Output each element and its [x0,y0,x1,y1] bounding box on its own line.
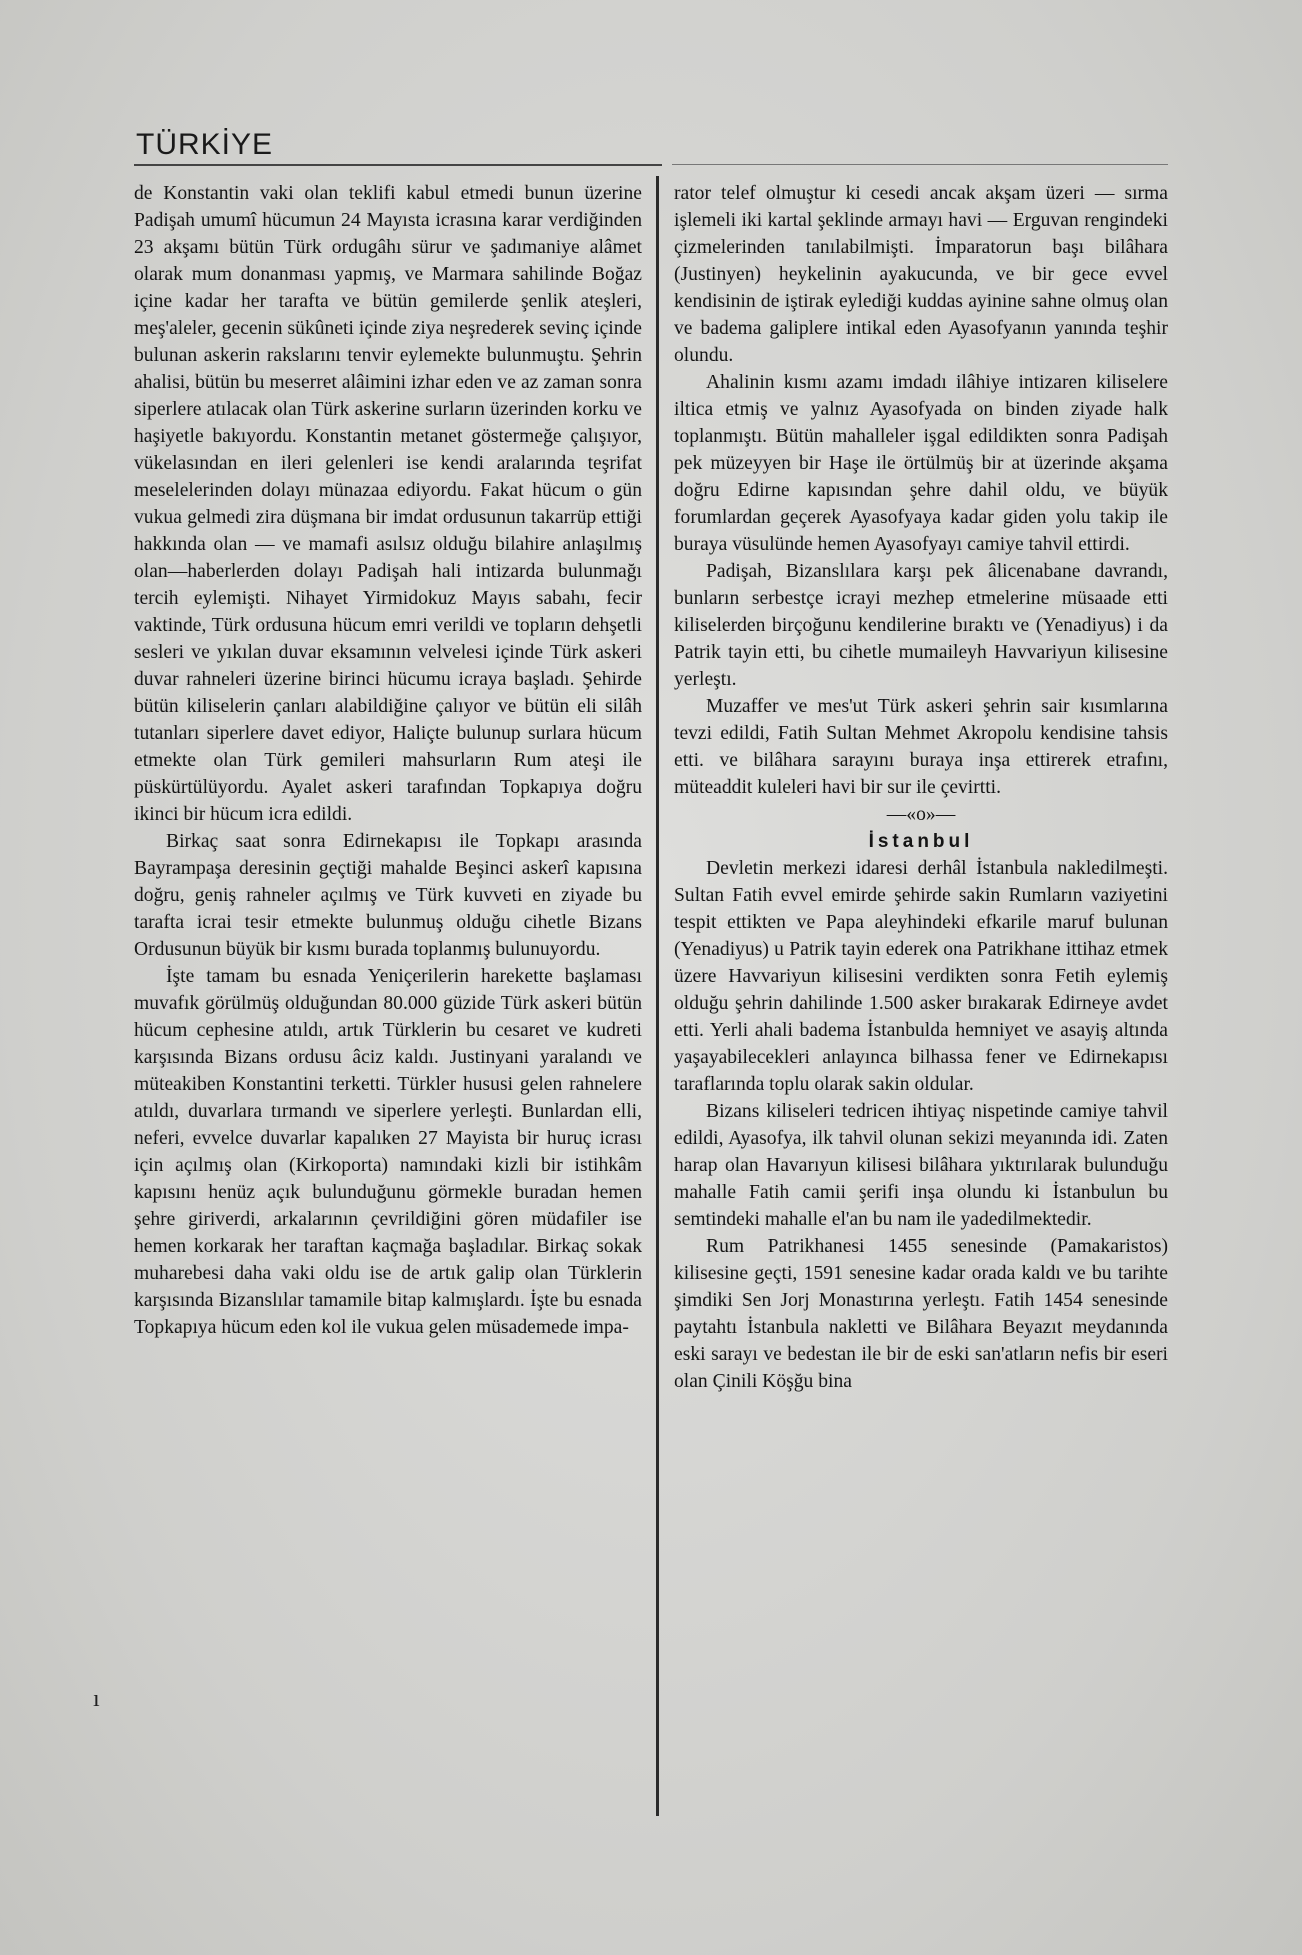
right-paragraph-6: Bizans kiliseleri tedricen ihtiyaç nispetinde camiye tahvil edildi, Ayasofya, ilk tahvil olunan sekizi meyanında idi. Zaten harap olan Havarıyun kilisesi bilâhara yıktırılarak bulunduğu mahalle Fatih camii şerifi inşa olundu ki İstanbulun bu semtindeki mahalle el'an bu nam ile yadedilmektedir. [674,1101,1168,1230]
section-separator: —«o»— [886,804,956,825]
left-paragraph-2: Birkaç saat sonra Edirnekapısı ile Topkapı arasında Bayrampaşa deresinin geçtiği mahalde Beşinci askerî kapısına doğru, geniş rahneler açılmış ve Türk kuvveti en ziyade bu tarafta icrai tesir etmekte bulunmuş olduğu cihetle Bizans Ordusunun büyük bir kısmı burada toplanmış bulunuyordu. [134,831,642,960]
right-paragraph-5: Devletin merkezi idaresi derhâl İstanbula nakledilmeşti. Sultan Fatih evvel emirde şehirde sakin Rumların vaziyetini tespit ettikten ve Papa aleyhindeki efkarile maruf bulunan (Yenadiyus) u Patrik tayin ederek ona Patrikhane ittihaz etmek üzere Havvariyun kilisesini verdikten sonra Fetih eylemiş olduğu şehrin dahilinde 1.500 asker bırakarak Edirneye avdet etti. Yerli ahali badema İstanbulda hemniyet ve asayiş altında yaşayabilecekleri anlayınca bilhassa fener ve Edirnekapısı taraflarında toplu olarak sakin oldular. [674,858,1168,1095]
right-paragraph-2: Ahalinin kısmı azamı imdadı ilâhiye intizaren kiliselere iltica etmiş ve yalnız Ayasofyada on binden ziyade halk toplanmıştı. Bütün mahalleler işgal edildikten sonra Padişah pek müzeyyen bir Haşe ile örtülmüş bir at üzerinde akşama doğru Edirne kapısından şehre dahil oldu, ve büyük forumlardan geçerek Ayasofyaya kadar giden yolu takip ile buraya vüsulünde hemen Ayasofyayı camiye tahvil ettirdi. [674,372,1168,555]
right-paragraph-3: Padişah, Bizanslılara karşı pek âlicenabane davrandı, bunların serbestçe icrayi mezhep etmelerine müsaade etti kiliselerden birçoğunu kendilerine bıraktı ve (Yenadiyus) i da Patrik tayin etti, bu cihetle mumaileyh Havvariyun kilisesine yerleştı. [674,561,1168,690]
column-divider [656,176,659,1816]
header-rule-left [134,164,662,166]
right-paragraph-1: rator telef olmuştur ki cesedi ancak akşam üzeri — sırma işlemeli iki kartal şeklinde armayı havi — Erguvan rengindeki çizmelerinden tanılabilmişti. İmparatorun başı bilâhara (Justinyen) heykelinin ayakucunda, ve bir gece evvel kendisinin de iştirak eylediği kuddas ayinine sahne olmuş olan ve badema galiplere intikal eden Ayasofyanın yanında teşhir olundu. [674,183,1168,366]
margin-mark: ı [93,1686,100,1712]
page-header-title: TÜRKİYE [136,128,274,161]
header-rule-right [672,164,1168,165]
left-paragraph-1: de Konstantin vaki olan teklifi kabul etmedi bunun üzerine Padişah umumî hücumun 24 Mayısta icrasına karar verdiğinden 23 akşamı bütün Türk ordugâhı sürur ve şadımaniye alâmet olarak mum donanması yapmış, ve Marmara sahilinde Boğaz içine kadar her tarafta ve bütün gemilerde şenlik ateşleri, meş'aleler, gecenin sükûneti içinde ziya neşrederek sevinç içinde bulunan askerin rakslarını tenvir eylemekte bulunmuştu. Şehrin ahalisi, bütün bu meserret alâimini izhar eden ve az zaman sonra siperlere atılacak olan Türk askerine surların üzerinden korku ve haşiyetle bakıyordu. Konstantin metanet göstermeğe çalışıyor, vükelasından en ileri gelenleri ise kendi aralarında teşrifat meselelerinden dolayı münazaa ediyordu. Fakat hücum o gün vukua gelmedi zira düşmana bir imdat ordusunun takarrüp ettiği hakkında olan — ve mamafi asılsız olduğu bilahire anlaşılmış olan—haberlerden dolayı Padişah hali intizarda bulunmağı tercih eylemişti. Nihayet Yirmidokuz Mayıs sabahı, fecir vaktinde, Türk ordusuna hücum emri verildi ve topların dehşetli sesleri ve yıkılan duvar eksamının velvelesi içinde Türk askeri duvar rahneleri üzerine birinci hücumu icraya başladı. Şehirde bütün kiliselerin çanları alabildiğine çalıyor ve bütün eli silâh tutanları siperlere davet ediyor, Haliçte bulunup surlara hücum etmekte olan Türk gemileri mahsurların Rum ateşi ile püskürtülüyordu. Ayalet askeri tarafından Topkapıya doğru ikinci bir hücum icra edildi. [134,183,642,825]
section-title: İstanbul [868,831,974,852]
right-column [674,180,1168,1395]
right-paragraph-7: Rum Patrikhanesi 1455 senesinde (Pamakaristos) kilisesine geçti, 1591 senesine kadar orada kaldı ve bu tarihte şimdiki Sen Jorj Monastırına yerleştı. Fatih 1454 senesinde paytahtı İstanbula nakletti ve Bilâhara Beyazıt meydanında eski sarayı ve bedestan ile bir de eski san'atların nefis bir eseri olan Çinili Köşğu bina [674,1236,1168,1392]
left-column [134,180,642,1341]
left-paragraph-3: İşte tamam bu esnada Yeniçerilerin harekette başlaması muvafık görülmüş olduğundan 80.000 güzide Türk askeri bütün hücum cephesine atıldı, artık Türklerin bu cesaret ve kudreti karşısında Bizans ordusu âciz kaldı. Justinyani yaralandı ve müteakiben Konstantini terketti. Türkler hususi gelen rahnelere atıldı, duvarlara tırmandı ve siperlere yerleşti. Bunlardan elli, neferi, evvelce duvarlar kapalıken 27 Mayista bir huruç icrası için açılmış olan (Kirkoporta) namındaki kizli bir istihkâm kapısını henüz açık bulunduğunu görmekle buradan hemen şehre giriverdi, arkalarının çevrildiğini gören müdafiler ise hemen korkarak her taraftan kaçmağa başladılar. Birkaç sokak muharebesi daha vaki oldu ise de artık galip olan Türklerin karşısında Bizanslılar tamamile bitap kalmışlardı. İşte bu esnada Topkapıya hücum eden kol ile vukua gelen müsademede impa- [134,966,642,1338]
right-paragraph-4: Muzaffer ve mes'ut Türk askeri şehrin sair kısımlarına tevzi edildi, Fatih Sultan Mehmet Akropolu kendisine tahsis etti. ve bilâhara sarayını buraya inşa ettirerek etrafını, müteaddit kuleleri havi bir sur ile çevirtti. [674,696,1168,798]
